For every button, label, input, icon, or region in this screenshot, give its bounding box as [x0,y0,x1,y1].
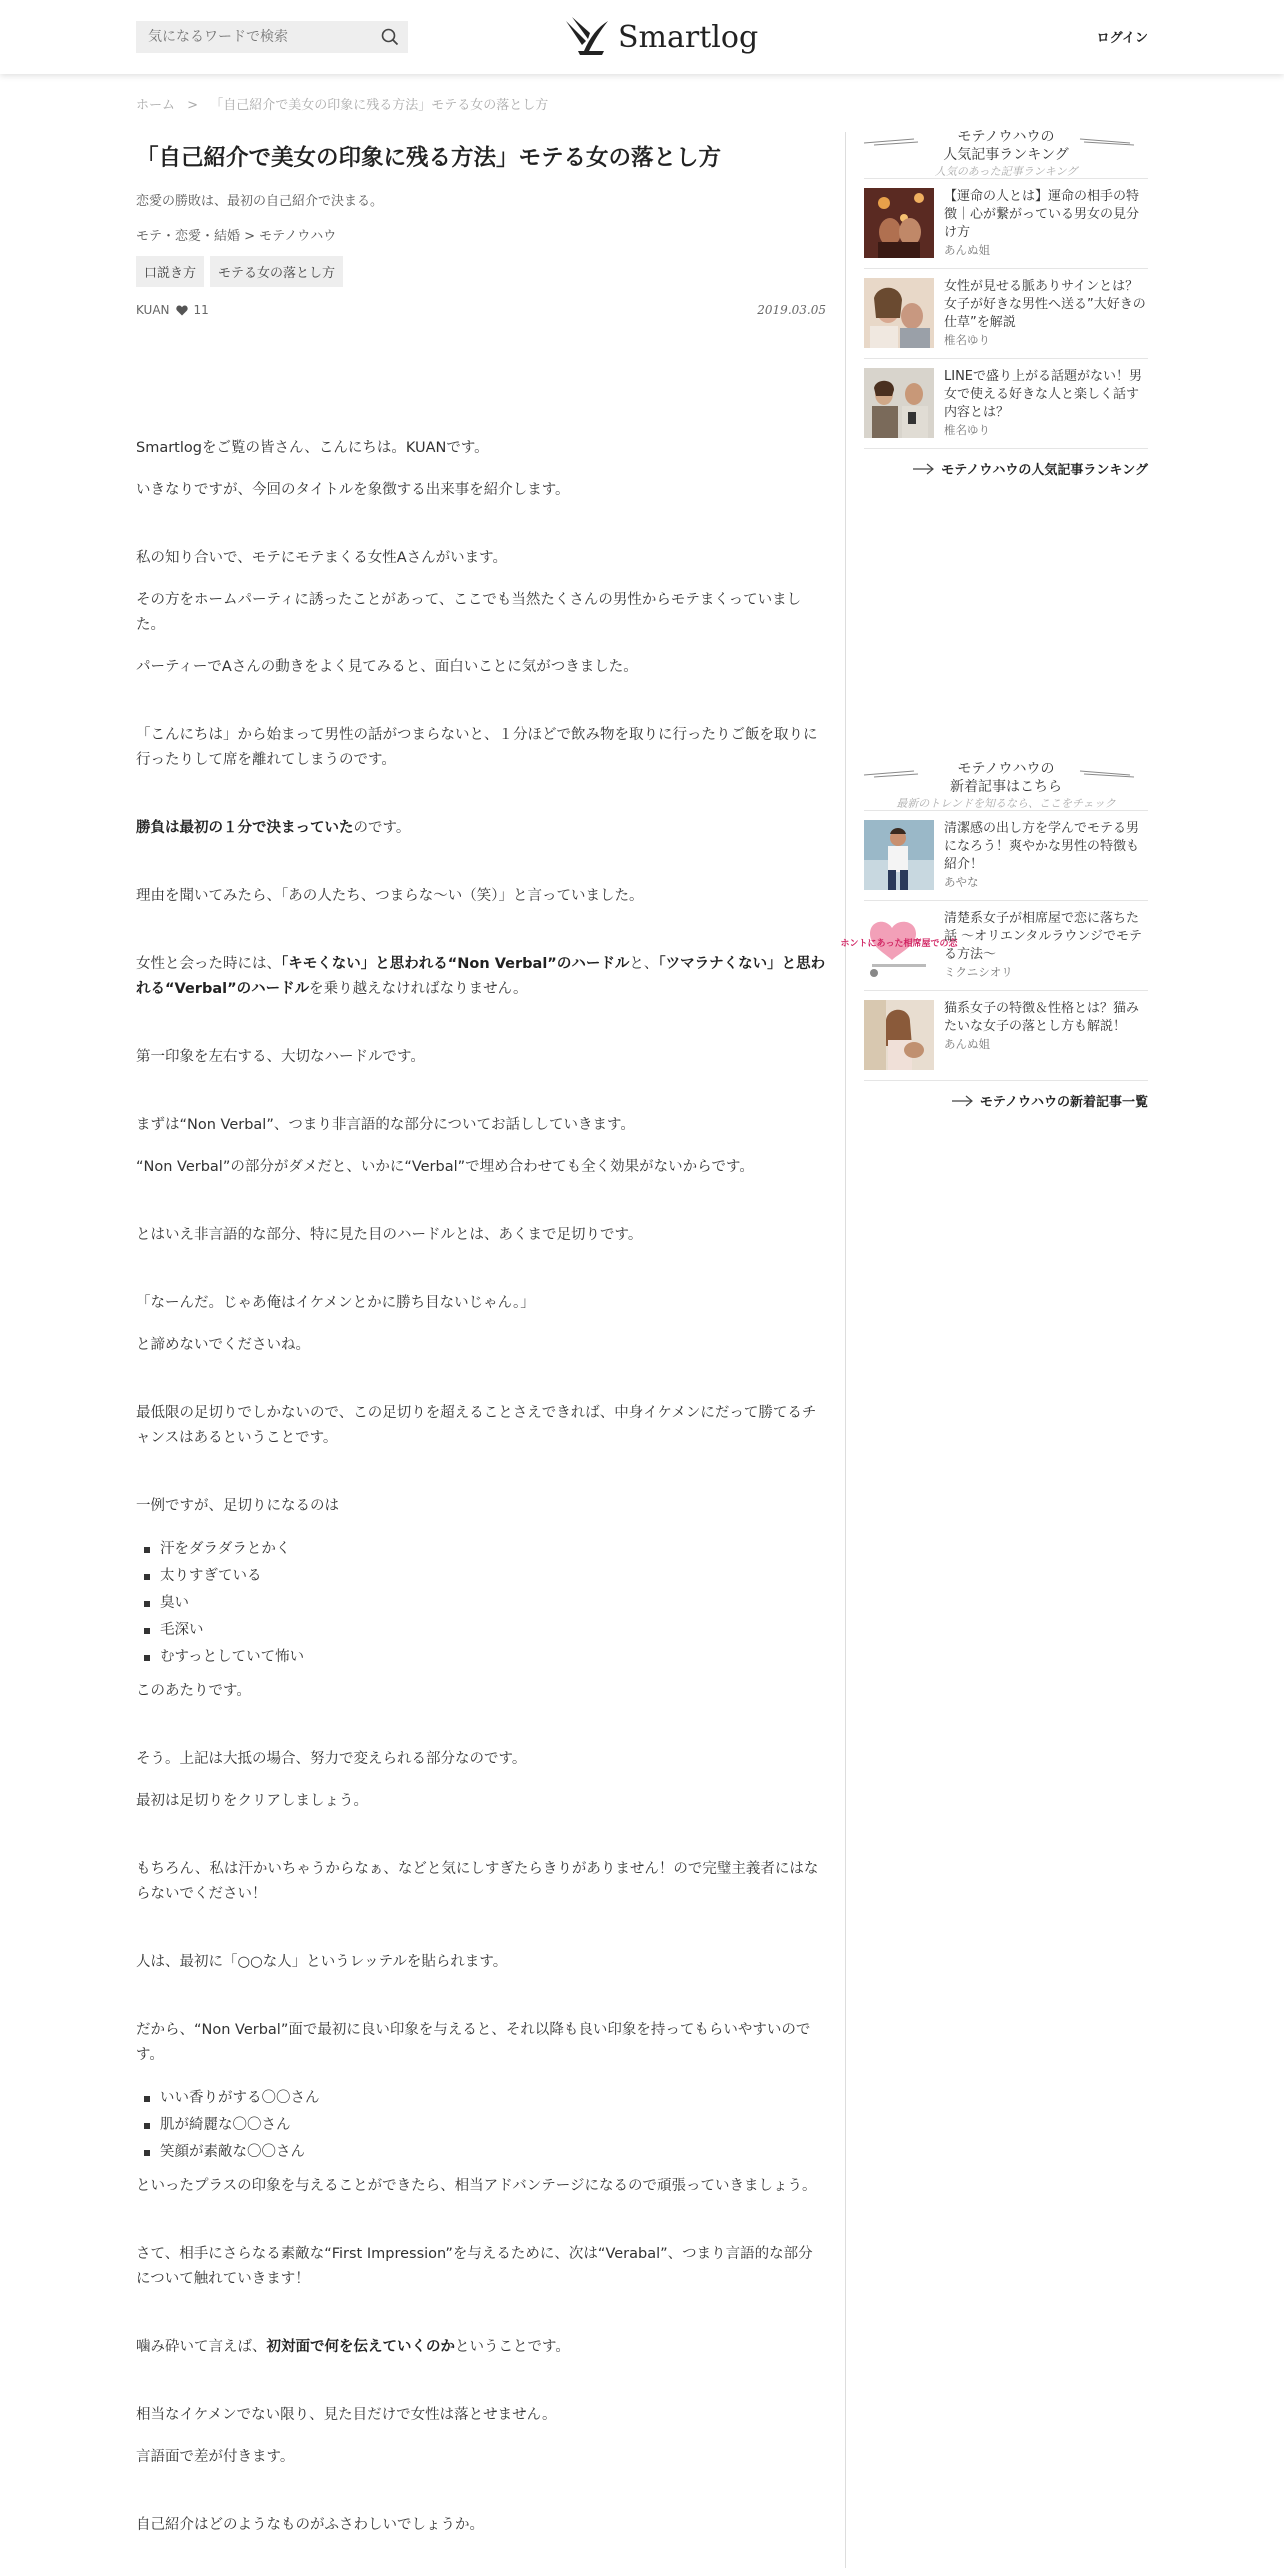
tag-list [136,256,826,287]
ranking-more-label: モテノウハウの人気記事ランキング [941,463,1148,478]
latest-more-link[interactable] [864,1080,1148,1110]
ranking-item-title: LINEで盛り上がる話題がない！男女で使える好きな人と楽しく話す内容とは？ [944,369,1143,420]
latest-item-title: 猫系女子の特徴＆性格とは？猫みたいな女子の落とし方も解説！ [944,1001,1140,1034]
heading-decoration-icon [1080,136,1134,146]
latest-more-label: モテノウハウの新着記事一覧 [979,1095,1148,1110]
list-item: むすっとしていて怖い [136,1644,826,1671]
paragraph: 自己紹介はどのようなものがふさわしいでしょうか。 [136,2517,484,2533]
bold-text: 「キモくない」と思われる“Non Verbal”のハードル [281,956,630,972]
latest-item-author: あやな [944,875,979,889]
ranking-item[interactable] [864,178,1148,268]
latest-item-author: あんぬ姐 [944,1037,990,1051]
login-link[interactable]: ログイン [1096,31,1148,46]
ranking-item-title: 女性が見せる脈ありサインとは？女子が好きな男性へ送る”大好きの仕草”を解説 [944,279,1146,330]
latest-item[interactable] [840,900,1148,990]
article-thumbnail [864,278,934,348]
article-thumbnail [864,1000,934,1070]
paragraph: 最初は足切りをクリアしましょう。 [136,1793,368,1809]
latest-item[interactable] [864,990,1148,1080]
ranking-item-title: 【運命の人とは】運命の相手の特徴｜心が繋がっている男女の見分け方 [944,189,1140,240]
article-thumbnail [864,188,934,258]
paragraph: 私の知り合いで、モテにモテまくる女性Aさんがいます。 [136,550,507,566]
latest-item-author: ミクニシオリ [944,965,1013,979]
ranking-heading [864,128,1148,178]
ranking-subtitle: 人気のあった記事ランキング [934,165,1078,178]
arrow-right-icon [913,463,935,475]
paragraph: 人は、最初に「○○な人」というレッテルを貼られます。 [136,1954,508,1970]
paragraph: その方をホームパーティに誘ったことがあって、ここでも当然たくさんの男性からモテまくっていました。 [136,592,802,633]
paragraph: 第一印象を左右する、大切なハードルです。 [136,1049,425,1065]
search-box [136,21,408,53]
bullet-list [136,1536,826,1671]
logo-text: Smartlog [618,19,759,55]
breadcrumb-separator: > [187,98,199,113]
text: と、 [629,956,659,972]
heading-decoration-icon [864,768,918,778]
latest-title-line1: モテノウハウの [957,761,1055,777]
like-count: 11 [193,303,209,317]
text: 噛み砕いて言えば、 [136,2339,267,2355]
list-item: 笑顔が素敵な〇〇さん [136,2139,826,2166]
paragraph: といったプラスの印象を与えることができたら、相当アドバンテージになるので頑張っていきましょう。 [136,2178,817,2194]
latest-item-title: 清潔感の出し方を学んでモテる男になろう！爽やかな男性の特徴も紹介！ [944,821,1140,872]
breadcrumb-current: 「自己紹介で美女の印象に残る方法」モテる女の落とし方 [210,98,549,113]
text: のです。 [353,820,411,836]
paragraph [136,816,826,841]
paragraph [136,2335,826,2360]
article-subtitle: 恋愛の勝敗は、最初の自己紹介で決まる。 [136,194,384,209]
paragraph: さて、相手にさらなる素敵な“First Impression”を与えるために、次は“Verabal”、つまり言語的な部分について触れていきます！ [136,2246,813,2287]
paragraph: 「なーんだ。じゃあ俺はイケメンとかに勝ち目ないじゃん。」 [136,1295,535,1311]
paragraph: 言語面で差が付きます。 [136,2449,295,2465]
article-meta [136,303,826,317]
list-item: 肌が綺麗な〇〇さん [136,2112,826,2139]
paragraph: とはいえ非言語的な部分、特に見た目のハードルとは、あくまで足切りです。 [136,1227,643,1243]
paragraph: いきなりですが、今回のタイトルを象徴する出来事を紹介します。 [136,482,570,498]
paragraph: 一例ですが、足切りになるのは [136,1498,339,1514]
paragraph: 「こんにちは」から始まって男性の話がつまらないと、１分ほどで飲み物を取りに行ったりご飯を取りに行ったりして席を離れてしまうのです。 [136,727,818,768]
latest-title-line2: 新着記事はこちら [950,779,1062,795]
column-divider [845,132,846,2568]
tag-item[interactable]: 口説き方 [136,256,204,287]
text: 女性と会った時には、 [136,956,281,972]
bold-text: 初対面で何を伝えていくのか [266,2339,455,2355]
paragraph: まずは“Non Verbal”、つまり非言語的な部分についてお話ししていきます。 [136,1117,635,1133]
ranking-item[interactable] [864,268,1148,358]
paragraph: パーティーでAさんの動きをよく見てみると、面白いことに気がつきました。 [136,659,638,675]
paragraph: と諦めないでくださいね。 [136,1337,310,1353]
heading-decoration-icon [1080,768,1134,778]
paragraph: このあたりです。 [136,1683,251,1699]
search-button[interactable] [372,21,408,53]
logo-feather-icon [564,15,612,59]
ranking-item[interactable] [864,358,1148,448]
arrow-right-icon [952,1095,974,1107]
thumbnail-caption: ホントにあった相席屋での恋 [840,939,958,949]
paragraph: 最低限の足切りでしかないので、この足切りを超えることさえできれば、中身イケメンにだって勝てるチャンスはあるということです。 [136,1405,817,1446]
publish-date: 2019.03.05 [757,303,826,317]
latest-item-title: 清楚系女子が相席屋で恋に落ちた話 〜オリエンタルラウンジでモテる方法〜 [944,911,1143,962]
ranking-more-link[interactable] [864,448,1148,478]
latest-widget [840,760,1148,1110]
ranking-item-author: 椎名ゆり [944,423,990,437]
article-thumbnail [840,910,958,980]
bold-text: 「ツマラナくない」と思われる“Verbal”のハードル [136,956,826,997]
ranking-item-author: あんぬ姐 [944,243,990,257]
bullet-list [136,2085,826,2166]
bold-text: 勝負は最初の１分で決まっていた [136,820,354,836]
ranking-widget [864,128,1148,478]
article-title: 「自己紹介で美女の印象に残る方法」モテる女の落とし方 [136,145,722,171]
breadcrumb-home[interactable]: ホーム [136,98,176,113]
list-item: 臭い [136,1590,826,1617]
list-item: 汗をダラダラとかく [136,1536,826,1563]
paragraph: そう。上記は大抵の場合、努力で変えられる部分なのです。 [136,1751,527,1767]
text: ということです。 [455,2339,570,2355]
paragraph: 相当なイケメンでない限り、見た目だけで女性は落とせません。 [136,2407,557,2423]
latest-item[interactable] [864,810,1148,900]
paragraph [136,952,826,1002]
ranking-title-line2: 人気記事ランキング [943,147,1069,163]
heart-icon[interactable] [176,305,188,316]
text: を乗り越えなければなりません。 [309,981,528,997]
article-thumbnail [864,368,934,438]
author-name[interactable]: KUAN [136,303,170,317]
paragraph: Smartlogをご覧の皆さん、こんにちは。KUANです。 [136,440,489,456]
breadcrumb [136,94,548,113]
heading-decoration-icon [864,136,918,146]
site-logo[interactable] [564,12,758,62]
ranking-item-author: 椎名ゆり [944,333,990,347]
paragraph: だから、“Non Verbal”面で最初に良い印象を与えると、それ以降も良い印象を持ってもらいやすいのです。 [136,2022,811,2063]
paragraph: 理由を聞いてみたら、「あの人たち、つまらな〜い（笑）」と言っていました。 [136,888,644,904]
article-thumbnail [864,820,934,890]
list-item: 毛深い [136,1617,826,1644]
search-icon [381,28,399,46]
article-category[interactable]: モテ・恋愛・結婚 > モテノウハウ [136,229,337,244]
search-input[interactable] [136,21,372,53]
ranking-title-line1: モテノウハウの [957,129,1055,145]
list-item: 太りすぎている [136,1563,826,1590]
latest-subtitle: 最新のトレンドを知るなら、ここをチェック [896,797,1116,810]
paragraph: もちろん、私は汗かいちゃうからなぁ、などと気にしすぎたらきりがありません！ので完璧主義者にはならないでください！ [136,1861,819,1902]
latest-heading [864,760,1148,810]
article-body [136,436,826,2555]
site-header [0,0,1284,74]
article-header [136,140,826,317]
tag-item[interactable]: モテる女の落とし方 [210,256,343,287]
list-item: いい香りがする〇〇さん [136,2085,826,2112]
paragraph: “Non Verbal”の部分がダメだと、いかに“Verbal”で埋め合わせても全く効果がないからです。 [136,1159,754,1175]
